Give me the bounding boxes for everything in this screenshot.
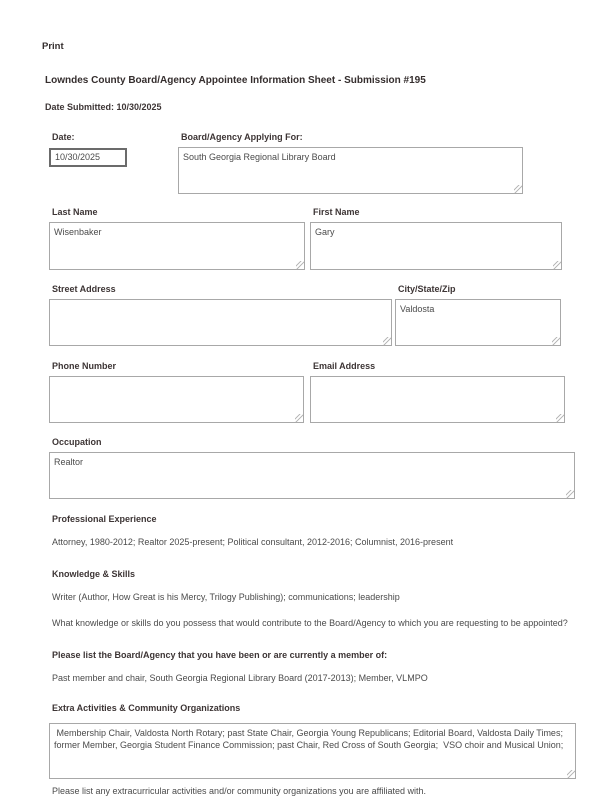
email-address-label: Email Address [313, 361, 376, 371]
date-label: Date: [52, 132, 75, 142]
section-extra-activities [49, 703, 600, 799]
city-state-zip-label: City/State/Zip [398, 284, 456, 294]
section-professional-experience [49, 514, 600, 550]
phone-number-field-group [49, 361, 304, 423]
board-agency-field-group [178, 132, 523, 194]
extra-activities-textarea[interactable] [49, 723, 576, 779]
last-name-label: Last Name [52, 207, 98, 217]
appointee-form [49, 132, 600, 499]
extra-activities-heading: Extra Activities & Community Organizations [52, 703, 241, 713]
knowledge-skills-heading: Knowledge & Skills [52, 569, 136, 579]
board-membership-heading: Please list the Board/Agency that you have been or are currently a member of: [52, 650, 388, 660]
phone-number-textarea[interactable] [49, 376, 304, 423]
knowledge-skills-helper-text: What knowledge or skills do you possess that would contribute to the Board/Agency to which you are requesting to be appointed? [52, 618, 568, 628]
city-state-zip-field-group [395, 284, 561, 346]
row-occupation [49, 437, 600, 499]
board-agency-textarea[interactable] [178, 147, 523, 194]
professional-experience-text: Attorney, 1980-2012; Realtor 2025-present; Political consultant, 2012-2016; Columnist, 2016-present [52, 537, 454, 547]
extra-activities-helper-text: Please list any extracurricular activities and/or community organizations you are affiliated with. [52, 786, 427, 796]
city-state-zip-textarea[interactable] [395, 299, 561, 346]
row-date-board [49, 132, 600, 194]
street-address-label: Street Address [52, 284, 116, 294]
email-address-field-group [310, 361, 565, 423]
occupation-textarea[interactable] [49, 452, 575, 499]
date-input[interactable] [49, 148, 127, 167]
first-name-textarea[interactable] [310, 222, 562, 270]
date-submitted-label: Date Submitted: 10/30/2025 [45, 102, 162, 112]
extra-activities-field-group [49, 723, 600, 779]
last-name-textarea[interactable] [49, 222, 305, 270]
occupation-field-group [49, 437, 575, 499]
phone-number-label: Phone Number [52, 361, 117, 371]
last-name-field-group [49, 207, 305, 270]
street-address-field-group [49, 284, 392, 346]
occupation-label: Occupation [52, 437, 102, 447]
date-field-group [49, 132, 127, 167]
first-name-field-group [310, 207, 562, 270]
first-name-label: First Name [313, 207, 360, 217]
street-address-textarea[interactable] [49, 299, 392, 346]
board-membership-text: Past member and chair, South Georgia Regional Library Board (2017-2013); Member, VLMPO [52, 673, 428, 683]
page-title: Lowndes County Board/Agency Appointee Information Sheet - Submission #195 [45, 75, 426, 86]
row-name [49, 207, 600, 270]
professional-experience-heading: Professional Experience [52, 514, 157, 524]
section-board-membership [49, 650, 600, 686]
section-knowledge-skills [49, 569, 600, 631]
row-address [49, 284, 600, 346]
email-address-textarea[interactable] [310, 376, 565, 423]
board-agency-label: Board/Agency Applying For: [181, 132, 303, 142]
print-button[interactable]: Print [42, 41, 64, 52]
knowledge-skills-text: Writer (Author, How Great is his Mercy, Trilogy Publishing); communications; leadership [52, 592, 400, 602]
row-contact [49, 361, 600, 423]
